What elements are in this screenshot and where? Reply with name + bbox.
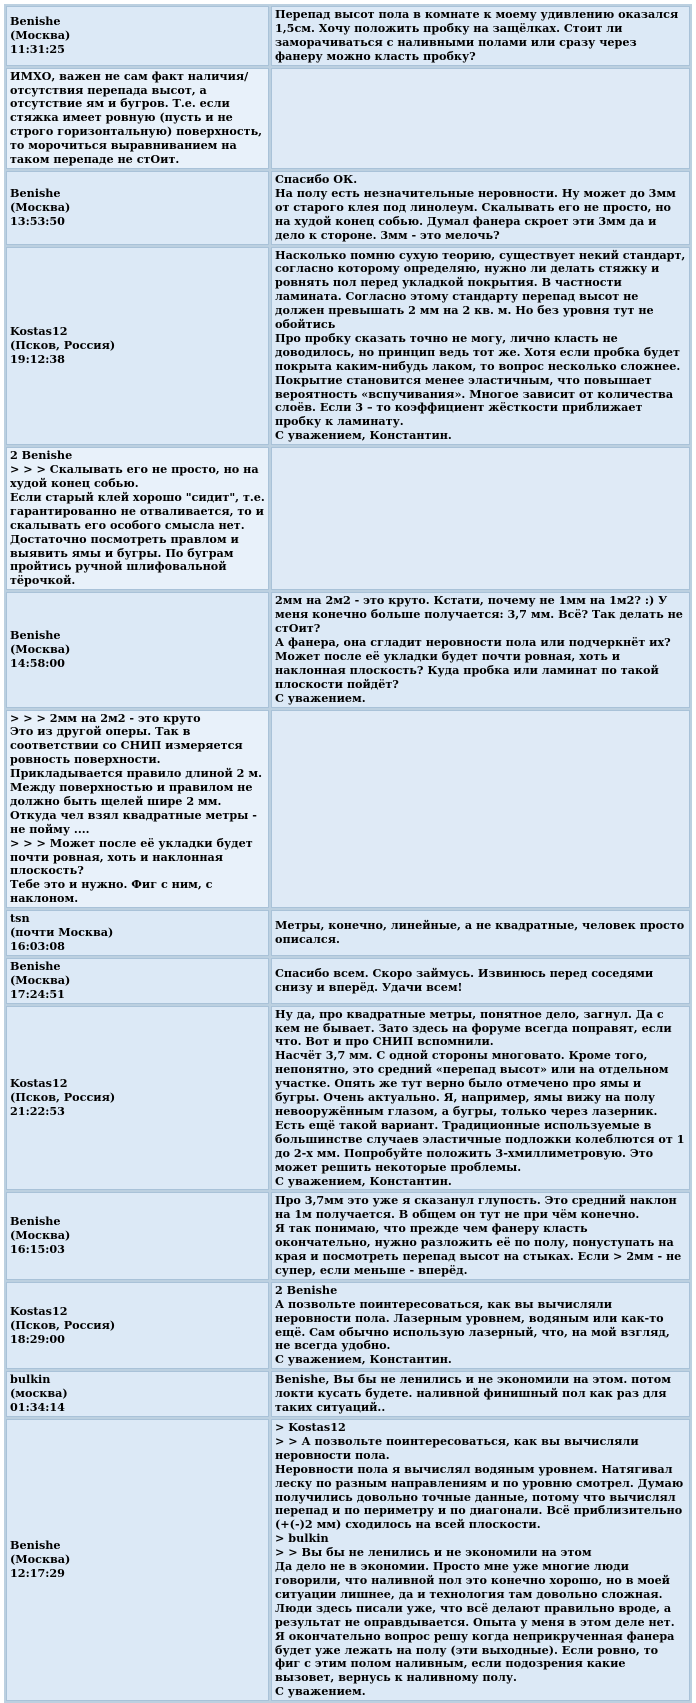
- post-text-cell: [271, 247, 690, 446]
- post-time: 01:34:14: [10, 1400, 65, 1415]
- post-text-line: > > > 2мм на 2м2 - это круто: [10, 710, 201, 725]
- post-text-line: > > > Скалывать его не просто, но на худой конец собью.: [10, 462, 263, 490]
- post-row: [6, 592, 690, 707]
- post-time: 14:58:00: [10, 655, 65, 670]
- post-location: (Псков, Россия): [10, 1090, 116, 1105]
- post-author-cell: [6, 1192, 269, 1279]
- post-text-cell: [271, 1192, 690, 1279]
- post-author: Benishe: [10, 628, 61, 643]
- post-text-line: ИМХО, важен не сам факт наличия/отсутствия перепада высот, а отсутствие ям и бугров. Т.е. если стяжка имеет ровную (пусть и не строго горизонтальную) поверхность, то морочиться выравниванием на таком перепаде не стОит.: [10, 68, 266, 167]
- post-text-cell: [271, 6, 690, 66]
- post-row: [6, 447, 690, 590]
- post-text-line: Спасибо всем. Скоро займусь. Извинюсь перед соседями снизу и вперёд. Удачи всем!: [275, 965, 658, 994]
- post-location: (москва): [10, 1386, 68, 1401]
- post-row: [6, 247, 690, 446]
- post-text-cell: [271, 171, 690, 245]
- post-location: (Москва): [10, 1228, 71, 1243]
- post-row: [6, 910, 690, 956]
- post-text-cell: [271, 1006, 690, 1191]
- post-time: 16:03:08: [10, 939, 65, 953]
- post-author: Benishe: [10, 13, 61, 28]
- post-text-line: Я так понимаю, что прежде чем фанеру класть окончательно, нужно разложить её по полу, понуступать на края и посмотреть перепад высот на стыках. Если > 2мм - не супер, если меньше - вперёд.: [275, 1221, 686, 1277]
- post-text-cell: [6, 447, 269, 590]
- post-time: 13:53:50: [10, 213, 65, 228]
- post-row: [6, 1282, 690, 1369]
- post-text-cell: [271, 1371, 690, 1417]
- post-author-cell: [6, 1282, 269, 1369]
- post-text-cell: [271, 592, 690, 707]
- post-row: [6, 6, 690, 66]
- post-author-cell: [6, 958, 269, 1004]
- post-location: (почти Москва): [10, 925, 114, 940]
- thread-body: [6, 6, 690, 1701]
- post-text-line: Benishe, Вы бы не ленились и не экономили на этом. потом локти кусать будете. наливной финишный пол как раз для таких ситуаций..: [275, 1372, 675, 1415]
- post-text-line: Я окончательно вопрос решу когда неприкрученная фанера будет уже лежать на полу (эти выходные). Если ровно, то фиг с этим полом наливным, если подозрения какие вызовет, вернусь к наливному полу.: [275, 1628, 679, 1685]
- post-row: [6, 1419, 690, 1701]
- post-text-line: > > > Может после её укладки будет почти ровная, хоть и наклонная плоскость?: [10, 835, 257, 878]
- post-text-line: С уважением.: [275, 690, 366, 705]
- post-time: 21:22:53: [10, 1103, 65, 1118]
- post-time: 11:31:25: [10, 41, 65, 56]
- post-text-line: С уважением, Константин.: [275, 428, 452, 443]
- post-text-line: Откуда чел взял квадратные метры - не пойму ....: [10, 807, 261, 836]
- post-row: [6, 1371, 690, 1417]
- post-author-cell: [6, 1006, 269, 1191]
- post-text-line: Насколько помню сухую теорию, существует некий стандарт, согласно которому определяю, нужно ли делать стяжку и ровнять пол перед укладкой покрытия. В частности ламината. Согласно этому стандарту перепад высот не должен превышать 2 мм на 2 кв. м. Но без уровня тут не обойтись: [275, 247, 690, 332]
- post-text-line: 2 Benishe: [275, 1282, 338, 1297]
- post-row: [6, 1006, 690, 1191]
- post-author-cell: [6, 6, 269, 66]
- post-time: 18:29:00: [10, 1331, 65, 1346]
- post-author: bulkin: [10, 1372, 51, 1387]
- post-location: (Москва): [10, 1552, 71, 1567]
- post-row: [6, 1192, 690, 1279]
- post-text-line: Если старый клей хорошо "сидит", т.е. гарантированно не отваливается, то и скалывать его особого смысла нет. Достаточно посмотреть правлом и выявить ямы и бугры. По буграм пройтись ручной шлифовальной тёрочкой.: [10, 489, 269, 588]
- post-author-cell: [271, 68, 690, 169]
- post-author-cell: [6, 247, 269, 446]
- post-row: [6, 68, 690, 169]
- post-author: Kostas12: [10, 1303, 68, 1318]
- post-text-line: С уважением, Константин.: [275, 1173, 452, 1188]
- post-text-line: На полу есть незначительные неровности. Ну может до 3мм от старого клея под линолеум. Скалывать его не просто, но на худой конец собью. Думал фанера скроет эти 3мм да и дело к стороне. 3мм - это мелочь?: [275, 185, 680, 242]
- post-text-line: Тебе это и нужно. Фиг с ним, с наклоном.: [10, 877, 217, 906]
- post-row: [6, 958, 690, 1004]
- post-text-line: Насчёт 3,7 мм. С одной стороны многовато. Кроме того, непонятно, это средний «перепад высот» или на отдельном участке. Опять же тут верно было отмечено про ямы и бугры. Очень актуально. Я, например, ямы вижу на полу невооружённым глазом, а бугры, только через лазерник. Есть ещё такой вариант. Традиционные используемые в большинстве случаев эластичные подложки колеблются от 1 до 2-х мм. Попробуйте положить 3-хмиллиметровую. Это может решить некоторые проблемы.: [275, 1048, 689, 1174]
- post-author-cell: [6, 171, 269, 245]
- post-text-line: > Kostas12: [275, 1420, 346, 1434]
- post-location: (Москва): [10, 199, 71, 214]
- post-author: Benishe: [10, 185, 61, 200]
- post-location: (Москва): [10, 641, 71, 656]
- post-row: [6, 710, 690, 909]
- post-text-line: А позвольте поинтересоваться, как вы вычисляли неровности пола. Лазерным уровнем, водяным или как-то ещё. Сам обычно использую лазерный, что, на мой взгляд, не всегда удобно.: [275, 1296, 674, 1353]
- post-text-line: > > Вы бы не ленились и не экономили на этом: [275, 1545, 592, 1560]
- post-text-line: Ну да, про квадратные метры, понятное дело, загнул. Да с кем не бывает. Зато здесь на форуме всегда поправят, если что. Вот и про СНИП вспомнили.: [275, 1006, 676, 1049]
- post-time: 17:24:51: [10, 986, 65, 1001]
- post-text-cell: [6, 710, 269, 909]
- post-text-line: Метры, конечно, линейные, а не квадратные, человек просто описался.: [275, 918, 689, 947]
- post-text-line: Про 3,7мм это уже я сказанул глупость. Это средний наклон на 1м получается. В общем он тут не при чём конечно.: [275, 1193, 681, 1222]
- post-row: [6, 171, 690, 245]
- post-author-cell: [271, 447, 690, 590]
- forum-thread: [4, 4, 692, 1703]
- post-text-line: Перепад высот пола в комнате к моему удивлению оказался 1,5см. Хочу положить пробку на защёлках. Стоит ли заморачиваться с наливными полами или сразу через фанеру можно класть пробку?: [275, 7, 683, 63]
- post-time: 19:12:38: [10, 351, 65, 366]
- post-author: Kostas12: [10, 1076, 68, 1091]
- post-author: Benishe: [10, 1538, 61, 1553]
- post-author-cell: [6, 592, 269, 707]
- post-text-cell: [6, 68, 269, 169]
- post-text-line: А фанера, она сгладит неровности пола или подчеркнёт их? Может после её укладки будет почти ровная, хоть и наклонная плоскость? Куда пробка или ламинат по такой плоскости пойдёт?: [275, 634, 675, 691]
- post-text-line: Да дело не в экономии. Просто мне уже многие люди говорили, что наливной пол это конечно хорошо, но в моей ситуации лишнее, да и технология там довольно сложная. Люди здесь писали уже, что всё делают правильно вроде, а результат не оправдывается. Опыта у меня в этом деле нет.: [275, 1559, 676, 1629]
- post-text-line: 2 Benishe: [10, 448, 73, 463]
- post-text-cell: [271, 1282, 690, 1369]
- post-text-line: > > А позвольте поинтересоваться, как вы вычисляли неровности пола.: [275, 1433, 643, 1462]
- post-location: (Псков, Россия): [10, 1317, 116, 1332]
- post-author-cell: [6, 1419, 269, 1701]
- post-text-line: Про пробку сказать точно не могу, лично класть не доводилось, но принцип ведь тот же. Хотя если пробка будет покрыта каким-нибудь лаком, то вопрос несколько сложнее. Покрытие становится менее эластичным, что повышает вероятность «вспучивания». Многое зависит от количества слоёв. Если 3 – то коэффициент жёсткости приближает пробку к ламинату.: [275, 330, 685, 429]
- post-time: 16:15:03: [10, 1242, 65, 1257]
- post-author-cell: [6, 1371, 269, 1417]
- post-text-cell: [271, 958, 690, 1004]
- post-text-line: Неровности пола я вычислял водяным уровнем. Натягивал леску по разным направлениям и по уровню смотрел. Думаю получились довольно точные данные, потому что вычислял перепад и по периметру и по диагонали. Всё приблизительно (+(-)2 мм) сходилось на всей плоскости.: [275, 1461, 688, 1532]
- post-text-line: С уважением.: [275, 1684, 366, 1699]
- post-location: (Москва): [10, 972, 71, 987]
- post-text-line: 2мм на 2м2 - это круто. Кстати, почему не 1мм на 1м2? :) У меня конечно больше получается: 3,7 мм. Всё? Так делать не стОит?: [275, 593, 687, 636]
- post-text-cell: [271, 910, 690, 956]
- post-author: Benishe: [10, 1214, 61, 1229]
- post-author-cell: [271, 710, 690, 909]
- post-author-cell: [6, 910, 269, 956]
- post-text-line: Спасибо ОК.: [275, 171, 358, 186]
- post-author: tsn: [10, 911, 30, 926]
- post-text-line: Это из другой оперы. Так в соответствии со СНИП измеряется ровность поверхности. Прикладывается правило длиной 2 м. Между поверхностью и правилом не должно быть щелей шире 2 мм.: [10, 724, 266, 808]
- post-author: Benishe: [10, 958, 61, 973]
- post-text-cell: [271, 1419, 690, 1701]
- post-location: (Москва): [10, 27, 71, 42]
- post-text-line: > bulkin: [275, 1531, 329, 1546]
- post-text-line: С уважением, Константин.: [275, 1352, 452, 1367]
- post-author: Kostas12: [10, 323, 68, 338]
- post-time: 12:17:29: [10, 1566, 65, 1581]
- post-location: (Псков, Россия): [10, 337, 116, 352]
